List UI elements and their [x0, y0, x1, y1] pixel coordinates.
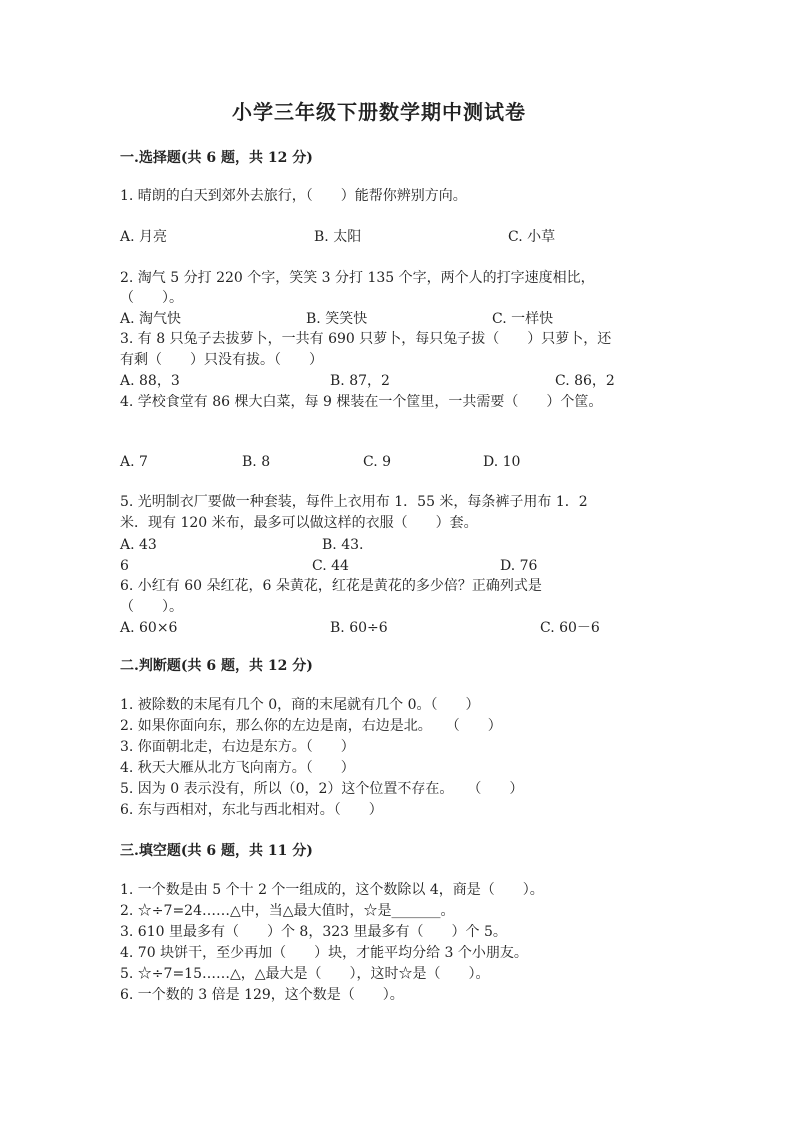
option: C. 86，2: [555, 373, 615, 389]
option: B. 87，2: [330, 373, 390, 389]
fill-item: 4. 70 块饼干，至少再加（ ）块，才能平均分给 3 个小朋友。: [120, 945, 528, 961]
option: C. 小草: [508, 229, 556, 245]
question-stem: 6. 小红有 60 朵红花，6 朵黄花，红花是黄花的多少倍？正确列式是: [120, 578, 542, 594]
option: B. 太阳: [314, 229, 362, 245]
question-stem: 4. 学校食堂有 86 棵大白菜，每 9 棵装在一个筐里，一共需要（ ）个筐。: [120, 394, 603, 410]
judgement-item: 1. 被除数的末尾有几个 0，商的末尾就有几个 0。（ ）: [120, 697, 480, 713]
fill-item: 2. ☆÷7=24……△中，当△最大值时，☆是_______。: [120, 903, 455, 919]
option: C. 60－6: [540, 620, 600, 636]
page-title: 小学三年级下册数学期中测试卷: [232, 100, 526, 124]
option: B. 笑笑快: [306, 311, 368, 327]
judgement-item: 4. 秋天大雁从北方飞向南方。（ ）: [120, 760, 355, 776]
option: C. 44: [312, 558, 349, 574]
option: D. 76: [500, 558, 538, 574]
option: D. 10: [483, 454, 521, 470]
question-stem: （ ）。: [120, 599, 183, 615]
option: 6: [120, 558, 129, 574]
section-heading-choice: 一.选择题(共 6 题，共 12 分): [120, 150, 313, 166]
judgement-item: 2. 如果你面向东，那么你的左边是南，右边是北。 （ ）: [120, 718, 502, 734]
question-stem: 3. 有 8 只兔子去拔萝卜，一共有 690 只萝卜，每只兔子拔（ ）只萝卜，还: [120, 331, 612, 347]
question-stem: （ ）。: [120, 290, 183, 306]
option: B. 60÷6: [330, 620, 388, 636]
fill-item: 5. ☆÷7=15……△，△最大是（ ），这时☆是（ ）。: [120, 966, 490, 982]
option: C. 一样快: [492, 311, 554, 327]
fill-item: 3. 610 里最多有（ ）个 8，323 里最多有（ ）个 5。: [120, 924, 507, 940]
fill-item: 6. 一个数的 3 倍是 129，这个数是（ ）。: [120, 987, 404, 1003]
option: A. 淘气快: [120, 311, 182, 327]
option: C. 9: [363, 454, 392, 470]
question-stem: 5. 光明制衣厂要做一种套装，每件上衣用布 1．55 米，每条裤子用布 1．2: [120, 494, 588, 510]
question-stem: 1. 晴朗的白天到郊外去旅行，（ ）能帮你辨别方向。: [120, 188, 467, 204]
question-stem: 2. 淘气 5 分打 220 个字，笑笑 3 分打 135 个字，两个人的打字速度相比，: [120, 270, 595, 286]
option: A. 88，3: [120, 373, 180, 389]
option: A. 7: [120, 454, 148, 470]
option: A. 月亮: [120, 229, 168, 245]
option: B. 43.: [322, 537, 364, 553]
section-heading-fill: 三.填空题(共 6 题，共 11 分): [120, 843, 313, 859]
judgement-item: 5. 因为 0 表示没有，所以（0，2）这个位置不存在。 （ ）: [120, 781, 524, 797]
option: A. 60×6: [120, 620, 178, 636]
section-heading-judgement: 二.判断题(共 6 题，共 12 分): [120, 658, 313, 674]
question-stem: 米．现有 120 米布，最多可以做这样的衣服（ ）套。: [120, 515, 478, 531]
option: B. 8: [242, 454, 271, 470]
judgement-item: 3. 你面朝北走，右边是东方。（ ）: [120, 739, 355, 755]
question-stem: 有剩（ ）只没有拔。（ ）: [120, 352, 323, 368]
judgement-item: 6. 东与西相对，东北与西北相对。（ ）: [120, 802, 383, 818]
option: A. 43: [120, 537, 157, 553]
fill-item: 1. 一个数是由 5 个十 2 个一组成的，这个数除以 4，商是（ ）。: [120, 882, 544, 898]
